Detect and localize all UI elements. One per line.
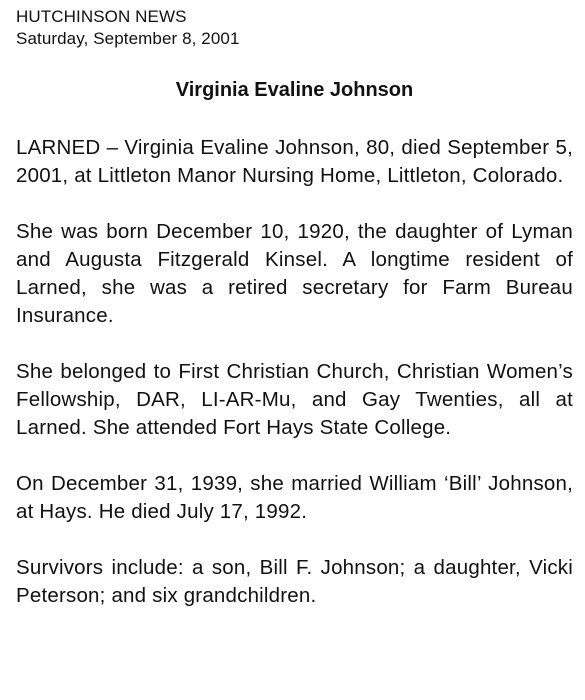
obituary-title: Virginia Evaline Johnson	[175, 79, 414, 101]
masthead	[16, 6, 573, 50]
obituary-page	[16, 0, 573, 638]
paragraph-affiliations: She belonged to First Christian Church, Christian Women’s Fellowship, DAR, LI-AR-Mu, and Gay Twenties, all at Larned. She attended Fort Hays State College.	[16, 360, 573, 439]
paragraph-death-notice: LARNED – Virginia Evaline Johnson, 80, died September 5, 2001, at Littleton Manor Nursing Home, Littleton, Colorado.	[16, 136, 573, 187]
paragraph-birth: She was born December 10, 1920, the daughter of Lyman and Augusta Fitzgerald Kinsel. A longtime resident of Larned, she was a retired secretary for Farm Bureau Insurance.	[16, 220, 573, 327]
publication-name: HUTCHINSON NEWS	[16, 7, 187, 26]
publication-date: Saturday, September 8, 2001	[16, 29, 240, 48]
paragraph-marriage: On December 31, 1939, she married William ‘Bill’ Johnson, at Hays. He died July 17, 1992.	[16, 472, 573, 523]
paragraph-survivors: Survivors include: a son, Bill F. Johnson; a daughter, Vicki Peterson; and six grandchildren.	[16, 556, 573, 607]
